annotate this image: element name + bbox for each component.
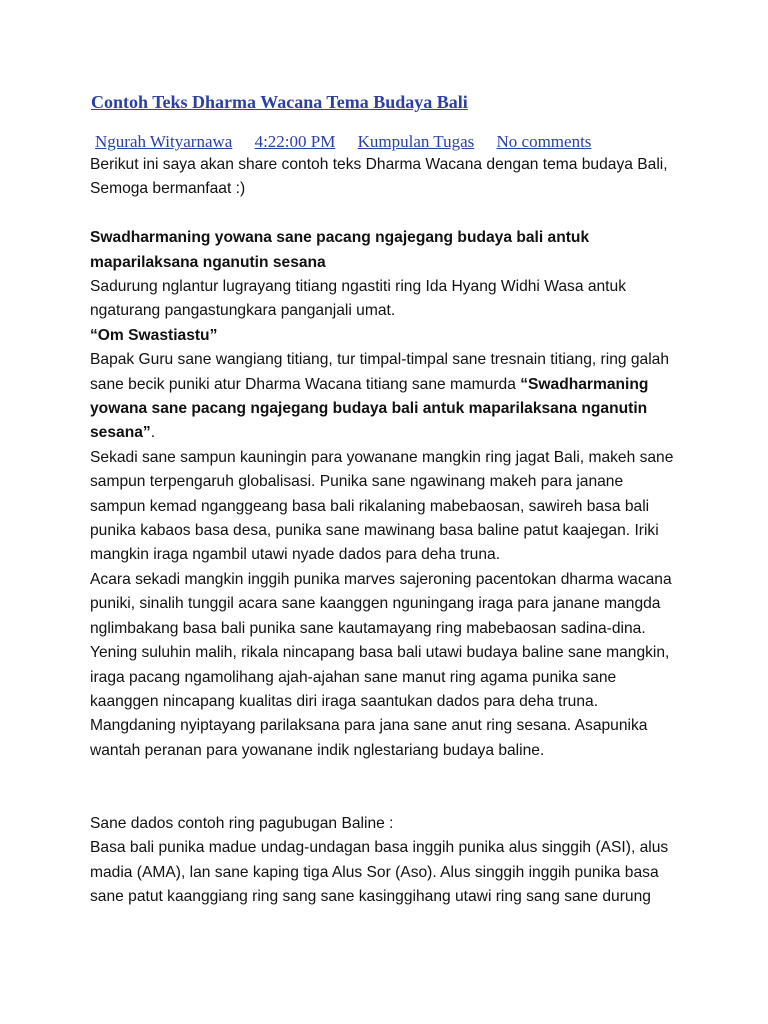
comments-link[interactable]: No comments [496,132,592,151]
address-title-text: “Swadharmaning yowana sane pacang ngajegang budaya bali antuk maparilaksana nganutin sesana” [90,375,649,442]
paragraph-globalisasi: Sekadi sane sampun kauningin para yowanane mangkin ring jagat Bali, makeh sane sampun terpengaruh globalisasi. Punika sane ngawinang makeh para janane sampun kemad nganggeang basa bali rikalaning mabebaosan, sawireh basa bali punika kabaos basa desa, punika sane mawinang basa baline patut kaajegan. Iriki mangkin iraga ngambil utawi nyade dados para deha truna. [90,448,674,564]
address-paragraph [90,348,680,446]
paragraph-basa-bali: Basa bali punika madue undag-undagan basa inggih punika alus singgih (ASI), alus madia (AMA), lan sane kaping tiga Alus Sor (Aso). Alus singgih inggih punika basa sane patut kaanggiang ring sang sane kasinggihang utawi ring sang sane durung [90,839,669,906]
example-lead-text: Sane dados contoh ring pagubugan Baline : [90,814,394,832]
post-meta [95,132,609,152]
address-lead-text: Bapak Guru sane wangiang titiang, tur timpal-timpal sane tresnain titiang, ring galah sane becik puniki atur Dharma Wacana titiang sane mamurda [90,351,670,393]
article-title-link[interactable]: Contoh Teks Dharma Wacana Tema Budaya Bali [91,92,468,112]
author-link[interactable]: Ngurah Wityarnawa [95,132,233,151]
opening-paragraph: Sadurung nglantur lugrayang titiang ngastiti ring Ida Hyang Widhi Wasa antuk ngaturang pangastungkara panganjali umat. [90,278,626,320]
paragraph-acara: Acara sekadi mangkin inggih punika marves sajeroning pacentokan dharma wacana puniki, sinalih tunggil acara sane kaanggen nguningang iraga para janane mangda nglimbakang basa bali punika sane kautamayang ring mabebaosan sadina-dina. Yening suluhin malih, rikala nincapang basa bali utawi budaya baline sane mangkin, iraga pacang ngamolihang ajah-ajahan sane manut ring agama punika sane kaanggen nincapang kualitas diri iraga saantukan dados para deha truna. Mangdaning nyiptayang parilaksana para jana sane anut ring sesana. Asapunika wantah peranan para yowanane indik nglestariang budaya baline. [90,570,672,759]
section-heading: Swadharmaning yowana sane pacang ngajegang budaya bali antuk maparilaksana nganutin sesana [90,229,590,271]
intro-paragraph: Berikut ini saya akan share contoh teks Dharma Wacana dengan tema budaya Bali, Semoga bermanfaat :) [90,156,668,198]
address-end-text: . [150,424,156,442]
spacer [90,763,680,812]
greeting-text: “Om Swastiastu” [90,326,218,344]
spacer [90,202,680,226]
article-body [90,153,680,910]
post-time-link[interactable]: 4:22:00 PM [254,132,336,151]
category-link[interactable]: Kumpulan Tugas [357,132,475,151]
